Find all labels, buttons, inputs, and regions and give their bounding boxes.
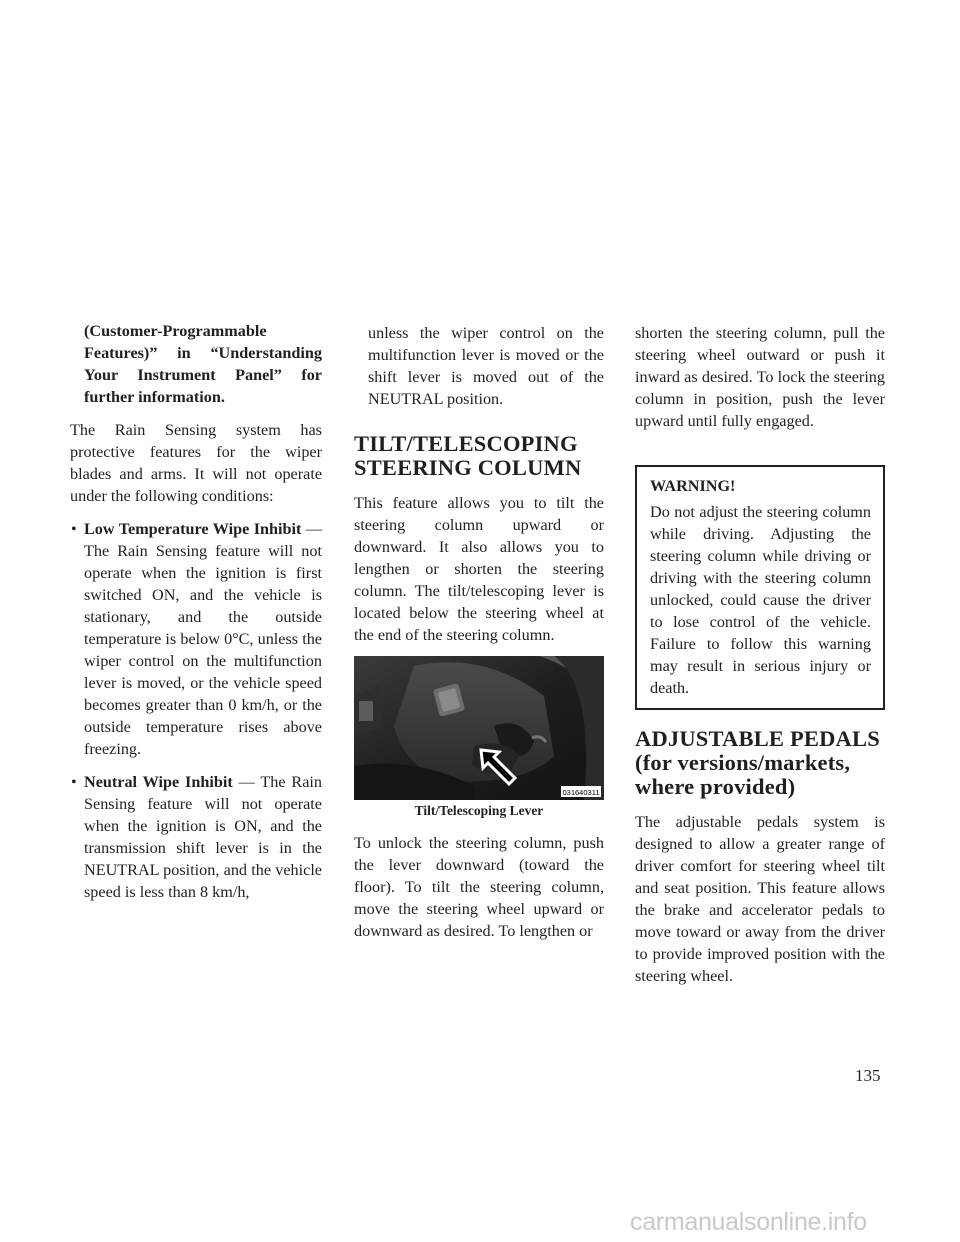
list-item xyxy=(70,771,322,903)
warning-box xyxy=(635,465,885,710)
tilt-lever-figure xyxy=(354,656,604,820)
figure-code: 031640311 xyxy=(562,788,600,797)
bullet-icon: • xyxy=(71,773,77,791)
list-item-title: Neutral Wipe Inhibit xyxy=(84,773,233,791)
conditions-list xyxy=(70,518,322,903)
steering-column-photo xyxy=(354,656,604,800)
bullet-continuation: unless the wiper control on the multifunction lever is moved or the shift lever is moved out of the NEUTRAL position. xyxy=(368,324,604,408)
list-item xyxy=(70,518,322,760)
section-heading-tilt: TILT/TELESCOPING STEERING COLUMN xyxy=(354,431,582,480)
column-2 xyxy=(354,322,604,942)
warning-text: Do not adjust the steering column while driving. Adjusting the steering column while driving or driving with the steering column unlocked, could cause the driver to lose control of the vehicle. Failure to follow this warning may result in serious injury or death. xyxy=(650,503,871,697)
page-number: 135 xyxy=(855,1066,881,1085)
column-1 xyxy=(70,320,322,903)
list-item-text: — The Rain Sensing feature will not operate when the ignition is ON, and the transmission shift lever is in the NEUTRAL position, and the vehicle speed is less than 8 km/h, xyxy=(84,773,322,901)
watermark: carmanualsonline.info xyxy=(630,1208,867,1236)
intro-continuation: (Customer-Programmable Features)” in “Understanding Your Instrument Panel” for further information. xyxy=(84,322,322,406)
column-3 xyxy=(635,322,885,987)
lock-continuation: shorten the steering column, pull the steering wheel outward or push it inward as desired. To lock the steering column in position, push the lever upward until fully engaged. xyxy=(635,324,885,430)
list-item-title: Low Temperature Wipe Inhibit xyxy=(84,520,302,538)
list-item-text: — The Rain Sensing feature will not operate when the ignition is first switched ON, and the vehicle is stationary, and the outside temperature is below 0°C, unless the wiper control on the multifunction lever is moved, or the vehicle speed becomes greater than 0 km/h, or the outside temperature rises above freezing. xyxy=(84,520,322,758)
rain-sensing-paragraph: The Rain Sensing system has protective features for the wiper blades and arms. It will not operate under the following conditions: xyxy=(70,421,322,505)
section-heading-pedals: ADJUSTABLE PEDALS (for versions/markets, where provided) xyxy=(635,726,880,799)
warning-title: WARNING! xyxy=(650,477,736,495)
unlock-paragraph: To unlock the steering column, push the lever downward (toward the floor). To tilt the steering column, move the steering wheel upward or downward as desired. To lengthen or xyxy=(354,834,604,940)
pedals-paragraph: The adjustable pedals system is designed to allow a greater range of driver comfort for steering wheel tilt and seat position. This feature allows the brake and accelerator pedals to move toward or away from the driver to provide improved position with the steering wheel. xyxy=(635,813,885,985)
figure-caption: Tilt/Telescoping Lever xyxy=(414,803,544,818)
bullet-icon: • xyxy=(71,520,77,538)
tilt-intro-paragraph: This feature allows you to tilt the steering column upward or downward. It also allows you to lengthen or shorten the steering column. The tilt/telescoping lever is located below the steering wheel at the end of the steering column. xyxy=(354,494,604,644)
